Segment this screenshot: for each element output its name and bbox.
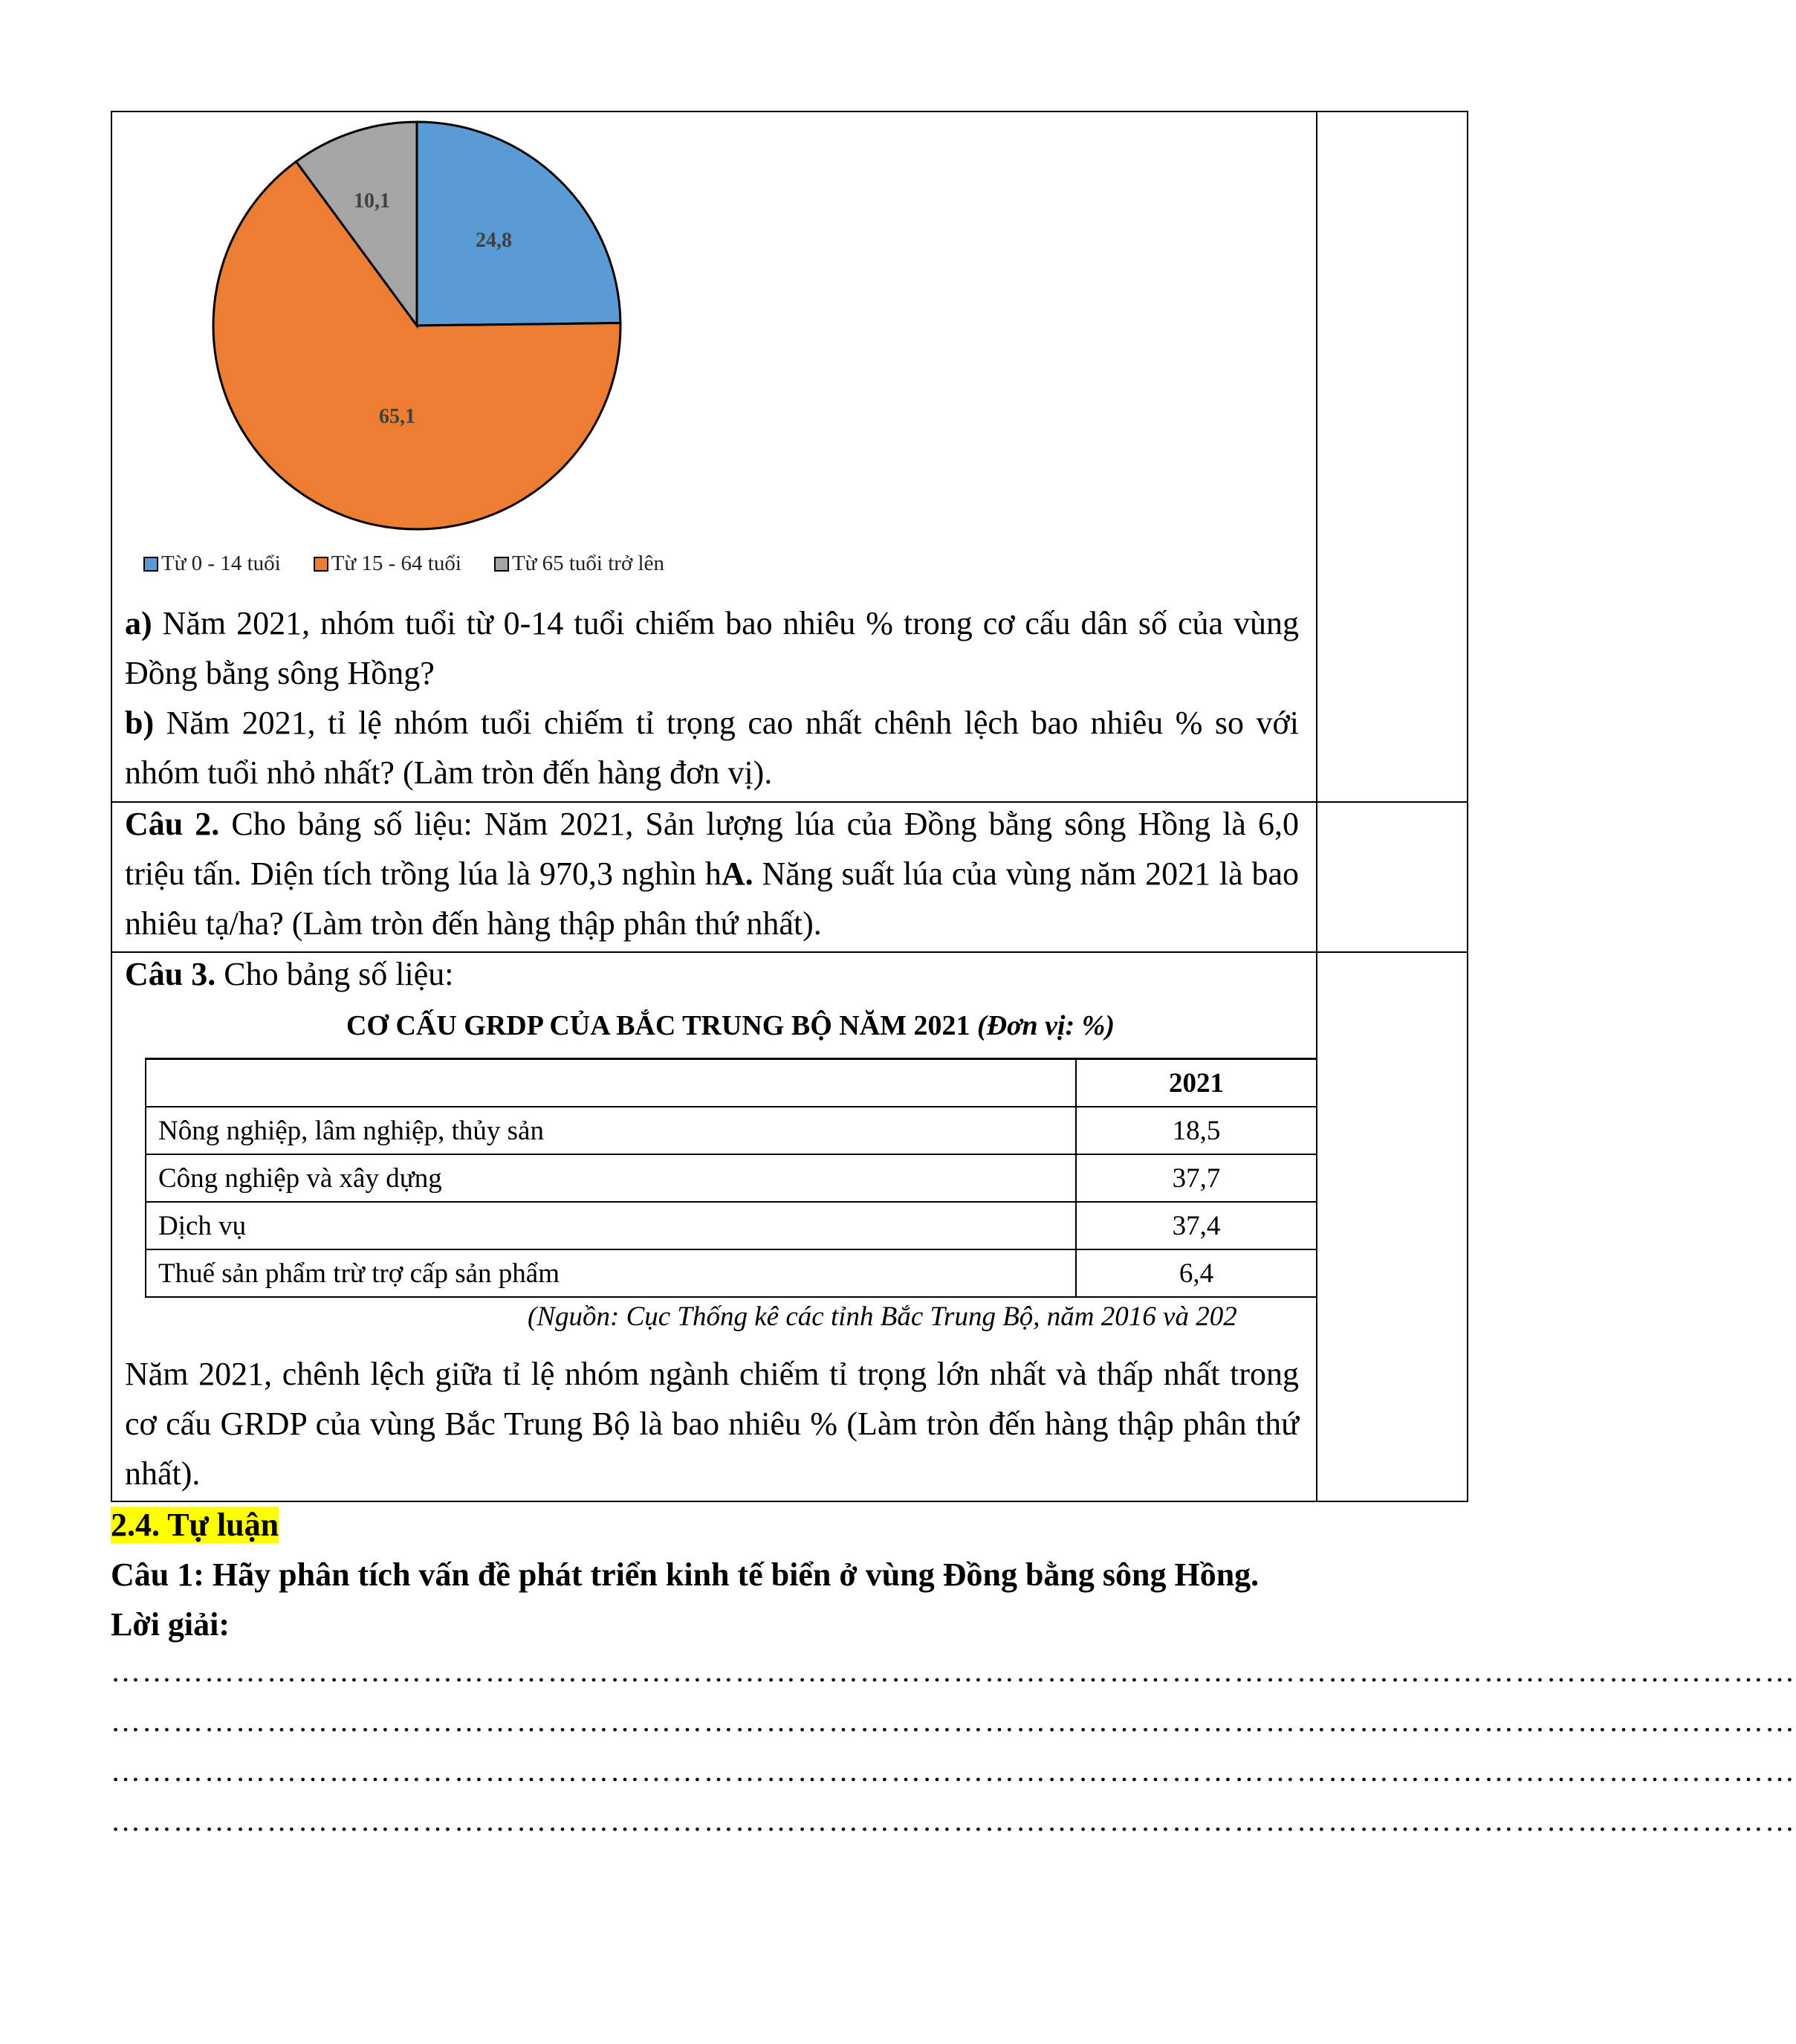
legend-label: Từ 15 - 64 tuổi xyxy=(331,552,461,575)
question-1a xyxy=(125,598,1299,698)
text: Cho bảng số liệu: xyxy=(215,956,454,992)
legend-label: Từ 65 tuổi trở lên xyxy=(511,552,664,575)
header-cell: 2021 xyxy=(1076,1059,1316,1107)
text-bold: A. xyxy=(721,856,753,892)
legend-item xyxy=(314,552,461,576)
sector-cell: Dịch vụ xyxy=(146,1202,1076,1249)
value-cell: 18,5 xyxy=(1076,1107,1316,1154)
label: b) xyxy=(125,705,155,741)
text: Năm 2021, nhóm tuổi từ 0-14 tuổi chiếm bao nhiêu % trong cơ cấu dân số của vùng Đồng bằng sông Hồng? xyxy=(125,605,1299,691)
table-row xyxy=(146,1154,1316,1202)
sector-cell: Nông nghiệp, lâm nghiệp, thủy sản xyxy=(146,1107,1076,1154)
value-cell: 6,4 xyxy=(1076,1249,1316,1297)
essay-question: Câu 1: Hãy phân tích vấn đề phát triển kinh tế biển ở vùng Đồng bằng sông Hồng. xyxy=(111,1556,1260,1593)
sector-cell: Thuế sản phẩm trừ trợ cấp sản phẩm xyxy=(146,1249,1076,1297)
question-3 xyxy=(125,949,1299,999)
label: Câu 3. xyxy=(125,956,216,992)
pie-label-15-64: 65,1 xyxy=(379,405,415,428)
pie-label-65-plus: 10,1 xyxy=(354,190,390,213)
label: a) xyxy=(125,605,152,641)
grdp-table xyxy=(145,1058,1316,1298)
text: Năng suất lúa của vùng năm 2021 là bao nhiêu tạ/ha? (Làm tròn đến hàng thập phân thứ nhất). xyxy=(125,856,1299,942)
header-cell xyxy=(146,1059,1076,1107)
label: Câu 2. xyxy=(125,806,220,842)
chart-legend xyxy=(143,552,664,576)
table-border-bottom xyxy=(111,1501,1468,1502)
answer-line[interactable]: ……………………………………………………………………………………………………………………………………………… xyxy=(111,1754,1796,1788)
legend-swatch-orange xyxy=(314,557,328,572)
title: CƠ CẤU GRDP CỦA BẮC TRUNG BỘ NĂM 2021 xyxy=(346,1010,978,1041)
age-structure-pie-chart xyxy=(201,111,632,543)
answer-line[interactable]: ……………………………………………………………………………………………………………………………………………… xyxy=(111,1704,1796,1738)
legend-item xyxy=(494,552,664,576)
table-header xyxy=(146,1059,1316,1107)
legend-swatch-blue xyxy=(143,557,158,572)
section-title: 2.4. Tự luận xyxy=(111,1507,279,1543)
value-cell: 37,4 xyxy=(1076,1202,1316,1249)
table-row xyxy=(146,1107,1316,1154)
question-3-text: Năm 2021, chênh lệch giữa tỉ lệ nhóm ngành chiếm tỉ trọng lớn nhất và thấp nhất trong cơ cấu GRDP của vùng Bắc Trung Bộ là bao nhiêu % (Làm tròn đến hàng thập phân thứ nhất). xyxy=(125,1356,1299,1492)
unit: (Đơn vị: %) xyxy=(977,1010,1115,1041)
table-source: (Nguồn: Cục Thống kê các tỉnh Bắc Trung Bộ, năm 2016 và 202 xyxy=(528,1301,1237,1332)
pie-slice-0-14 xyxy=(417,122,620,326)
pie-label-0-14: 24,8 xyxy=(476,229,512,252)
section-heading xyxy=(111,1500,279,1550)
question-1b xyxy=(125,698,1299,798)
table-row xyxy=(146,1202,1316,1249)
legend-swatch-gray xyxy=(494,557,509,572)
sector-cell: Công nghiệp và xây dựng xyxy=(146,1154,1076,1202)
table-column-divider xyxy=(1316,111,1317,1502)
answer-line[interactable]: ……………………………………………………………………………………………………………………………………………… xyxy=(111,1804,1796,1837)
text: Năm 2021, tỉ lệ nhóm tuổi chiếm tỉ trọng cao nhất chênh lệch bao nhiêu % so với nhóm tuổi nhỏ nhất? (Làm tròn đến hàng đơn vị). xyxy=(125,705,1299,791)
table-row xyxy=(146,1249,1316,1297)
question-2 xyxy=(125,799,1299,948)
grdp-table-title xyxy=(145,1009,1316,1042)
table-border-left xyxy=(111,111,112,1502)
answer-line[interactable]: ……………………………………………………………………………………………………………………………………………… xyxy=(111,1655,1796,1688)
text: Cho bảng số liệu: Năm 2021, Sản lượng lúa của Đồng bằng sông Hồng là 6,0 triệu tấn. Diện tích trồng lúa là 970,3 nghìn h xyxy=(125,806,1300,892)
answer-label: Lời giải: xyxy=(111,1606,230,1643)
legend-item xyxy=(143,552,281,576)
legend-label: Từ 0 - 14 tuổi xyxy=(161,552,281,575)
table-border-right xyxy=(1467,111,1468,1502)
value-cell: 37,7 xyxy=(1076,1154,1316,1202)
